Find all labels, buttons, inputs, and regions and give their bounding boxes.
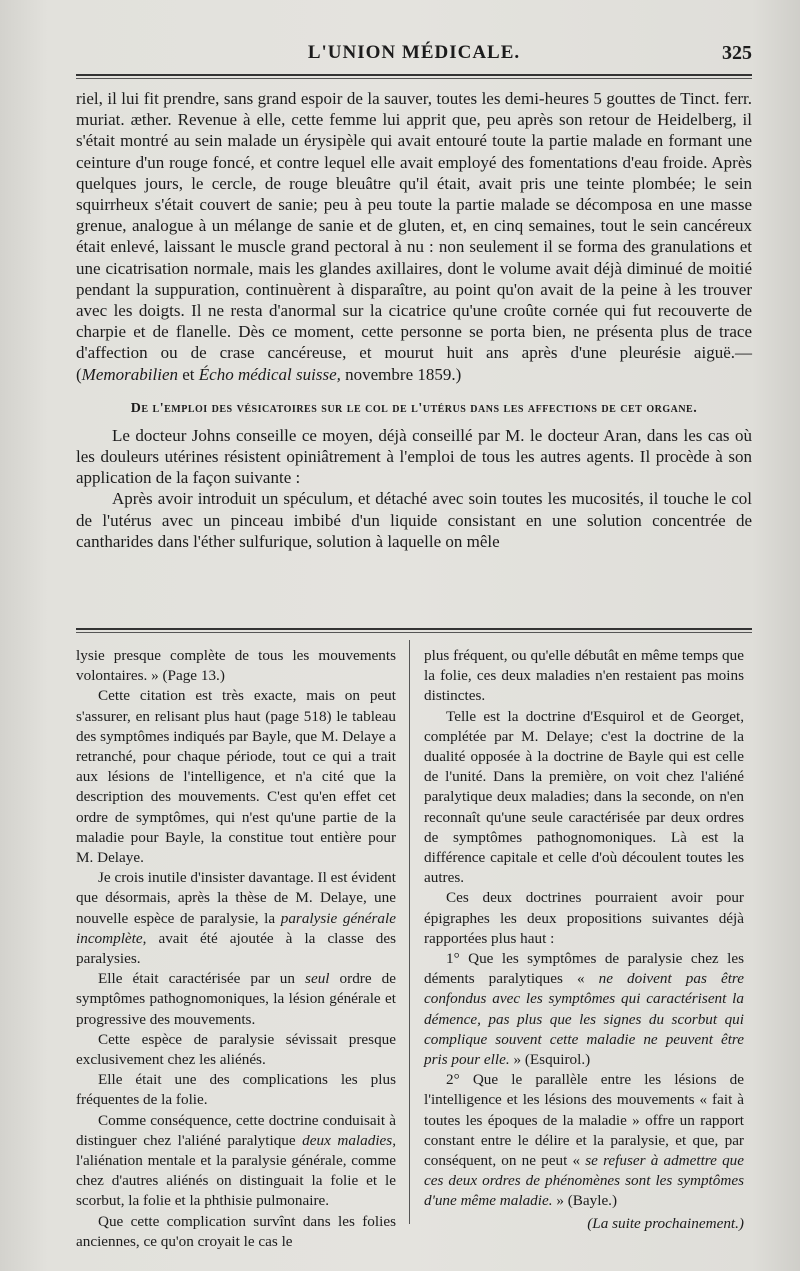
paragraph: Telle est la doctrine d'Esquirol et de Georget, complétée par M. Delaye; c'est la doctrine de la dualité opposée à la doctrine de Bayle qui est celle de l'unité. Dans la première, on voit chez l'aliéné paralytique deux maladies; dans la seconde, on n'en reconnaît qu'une seule caractérisée par deux ordres de symptômes pathognomoniques. Là est la différence capitale et celle d'où découlent toutes les autres.: [424, 707, 744, 887]
right-column: [424, 646, 744, 1234]
emphasis: deux maladies: [302, 1131, 393, 1149]
emphasis: ne doivent pas être confondus avec les symptômes qui caractérisent la démence, pas plus que les signes du scorbut qui complique souvent cette maladie ne peuvent être pris pour elle.: [424, 970, 744, 1069]
paragraph-text: 1° Que les symptômes de paralysie chez les déments paralytiques «: [424, 950, 744, 988]
page-header: [76, 42, 752, 72]
continuation-note: (La suite prochainement.): [587, 1214, 744, 1232]
header-rule: [76, 74, 752, 79]
source-citation: Memorabilien: [81, 364, 178, 384]
running-title: L'UNION MÉDICALE.: [307, 42, 521, 63]
paragraph-text: ordre de symptômes pathognomoniques, la lésion générale et progressive des mouvements.: [76, 970, 396, 1028]
paragraph: Elle était une des complications les plus fréquentes de la folie.: [76, 1071, 396, 1109]
paragraph-text: 2° Que le parallèle entre les lésions de l'intelligence et les lésions des mouvements « fait à toutes les époques de la maladie » offre un rapport constant entre le délire et la paralysie, et que, par conséquent, on ne peut «: [424, 1071, 744, 1170]
paragraph-text: riel, il lui fit prendre, sans grand espoir de la sauver, toutes les demi-heures 5 gouttes de Tinct. ferr. muriat. æther. Revenue à elle, cette femme lui apprit que, peu après son retour de Heidelberg, il s'était montré au sein malade un érysipèle qui avait entouré toute la partie malade en formant une ceinture d'un rouge foncé, et contre lequel elle avait employé des fomentations d'eau froide. Après quelques jours, le cercle, de rouge bleuâtre qu'il était, avait pris une teinte plombée; le sein squirrheux s'était couvert de sanie; peu à peu toute la partie malade se décomposa en une masse grenue, analogue à un mélange de sanie et de gluten, et, en cinq semaines, tout le sein cancéreux était enlevé, laissant le muscle grand pectoral à nu : non seulement il se forma des granulations et une cicatrisation normale, mais les glandes axillaires, dont le volume avait déjà diminué de moitié pendant la suppuration, continuèrent à disparaître, au point qu'on avait de la peine à les trouver avec les doigts. Il ne resta d'anormal sur la cicatrice qu'une croûte cornée qui fut recouverte de charpie et de flanelle. Dès ce moment, cette personne se porta bien, ne présenta plus de trace d'affection ou de crase cancéreuse, et mourut huit ans après d'une pleurésie aiguë.— (: [76, 89, 752, 384]
paragraph-text: novembre 1859.): [340, 364, 462, 384]
section-rule: [76, 628, 752, 633]
source-citation: Écho médical suisse,: [198, 364, 341, 384]
left-column: [76, 646, 396, 1252]
paragraph: [76, 969, 396, 1030]
paragraph: [76, 868, 396, 969]
column-divider: [409, 640, 410, 1224]
article-body: [76, 88, 752, 552]
paragraph: Après avoir introduit un spéculum, et détaché avec soin toutes les mucosités, il touche le col de l'utérus avec un pinceau imbibé d'un liquide consistant en une solution concentrée de cantharides dans l'éther sulfurique, solution à laquelle on mêle: [76, 489, 752, 551]
paragraph: Ces deux doctrines pourraient avoir pour épigraphes les deux propositions suivantes déjà rapportées plus haut :: [424, 889, 744, 947]
paragraph: [76, 88, 752, 385]
paragraph: Que cette complication survînt dans les folies anciennes, ce qu'on croyait le cas le: [76, 1212, 396, 1250]
paragraph: Cette citation est très exacte, mais on peut s'assurer, en relisant plus haut (page 518) le tableau des symptômes indiqués par Bayle, que M. Delaye a retranché, pour chaque période, tout ce qui a trait aux lésions de l'intelligence, et n'a cité que la description des mouvements. C'est qu'en effet cet ordre de symptômes, qui n'est qu'une partie de la maladie pour Bayle, la constitue tout entière pour M. Delaye.: [76, 687, 396, 867]
paragraph: [76, 1111, 396, 1212]
paragraph: plus fréquent, ou qu'elle débutât en même temps que la folie, ces deux maladies n'en restaient pas moins distinctes.: [424, 647, 744, 705]
paragraph-text: , l'aliénation mentale et la paralysie générale, comme chez d'autres aliénés on distinguait la folie et le scorbut, la folie et la phthisie pulmonaire.: [76, 1131, 396, 1210]
paragraph-text: et: [178, 364, 199, 384]
emphasis: se refuser à admettre que ces deux ordres de phénomènes sont les symptômes d'une même maladie.: [424, 1152, 744, 1210]
emphasis: seul: [305, 970, 330, 988]
paragraph: Le docteur Johns conseille ce moyen, déjà conseillé par M. le docteur Aran, dans les cas où les douleurs utérines résistent opiniâtrement à l'emploi de tous les autres agents. Il procède à son application de la façon suivante :: [76, 425, 752, 488]
page-number: 325: [722, 42, 752, 64]
paragraph-text: Je crois inutile d'insister davantage. Il est évident que désormais, après la thèse de M. Delaye, une nouvelle espèce de paralysie, la: [76, 869, 396, 927]
paragraph: Cette espèce de paralysie sévissait presque exclusivement chez les aliénés.: [76, 1030, 396, 1069]
paragraph: [424, 1070, 744, 1211]
paragraph-text: » (Esquirol.): [509, 1051, 591, 1069]
paragraph: lysie presque complète de tous les mouvements volontaires. » (Page 13.): [76, 647, 396, 685]
section-heading: De l'emploi des vésicatoires sur le col de l'utérus dans les affections de cet organe.: [130, 400, 698, 416]
paragraph-text: , avait été ajoutée à la classe des paralysies.: [76, 929, 396, 968]
paragraph: [424, 949, 744, 1070]
paragraph-text: Elle était caractérisée par un: [98, 970, 306, 988]
paragraph-text: Comme conséquence, cette doctrine conduisait à distinguer chez l'aliéné paralytique: [76, 1111, 396, 1149]
emphasis: paralysie générale incomplète: [76, 909, 396, 947]
paragraph-text: » (Bayle.): [552, 1192, 618, 1210]
